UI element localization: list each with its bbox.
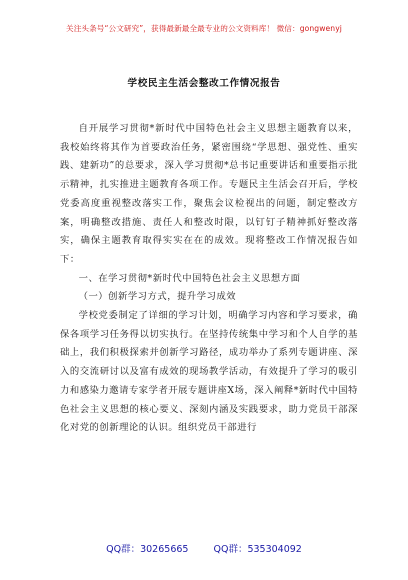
intro-paragraph: 自开展学习贯彻*新时代中国特色社会主义思想主题教育以来，我校始终将其作为首要政治任务，紧密围绕“学思想、强党性、重实践、建新功”的总要求，深入学习贯彻*总书记重要讲话和重要指示批示精神，扎实推进主题教育各项工作。专题民主生活会召开后，学校党委高度重视整改落实工作，聚焦会议检视出的问题，制定整改方案，明确整改措施、责任人和整改时限，以钉钉子精神抓好整改落实，确保主题教育取得实实在在的成效。现将整改工作情况报告如下： — [60, 123, 358, 265]
subsection-heading: （一）创新学习方式，提升学习成效 — [78, 291, 237, 303]
section-heading: 一、在学习贯彻*新时代中国特色社会主义思想方面 — [78, 272, 301, 284]
footer-qq-group-1: QQ群：30265665 — [106, 544, 189, 555]
footer-qq-groups — [0, 541, 408, 555]
document-body — [60, 120, 358, 438]
header-promo-banner: 关注头条号“公文研究”，获得最新最全最专业的公文资料库！ 微信：gongwenyj — [66, 24, 342, 33]
document-title: 学校民主生活会整改工作情况报告 — [127, 78, 281, 89]
subsection-paragraph: 学校党委制定了详细的学习计划，明确学习内容和学习要求，确保各项学习任务得以切实执行。在坚持传统集中学习和个人自学的基础上，我们积极探索并创新学习路径，成功举办了系列专题讲座、深入的交流研讨以及富有成效的现场教学活动，有效提升了学习的吸引力和感染力邀请专家学者开展专题讲座X场，深入阐释*新时代中国特色社会主义思想的核心要义、深刻内涵及实践要求，助力党员干部深化对党的创新理论的认识。组织党员干部进行 — [60, 310, 358, 434]
footer-qq-group-2: QQ群：535304092 — [213, 544, 302, 555]
